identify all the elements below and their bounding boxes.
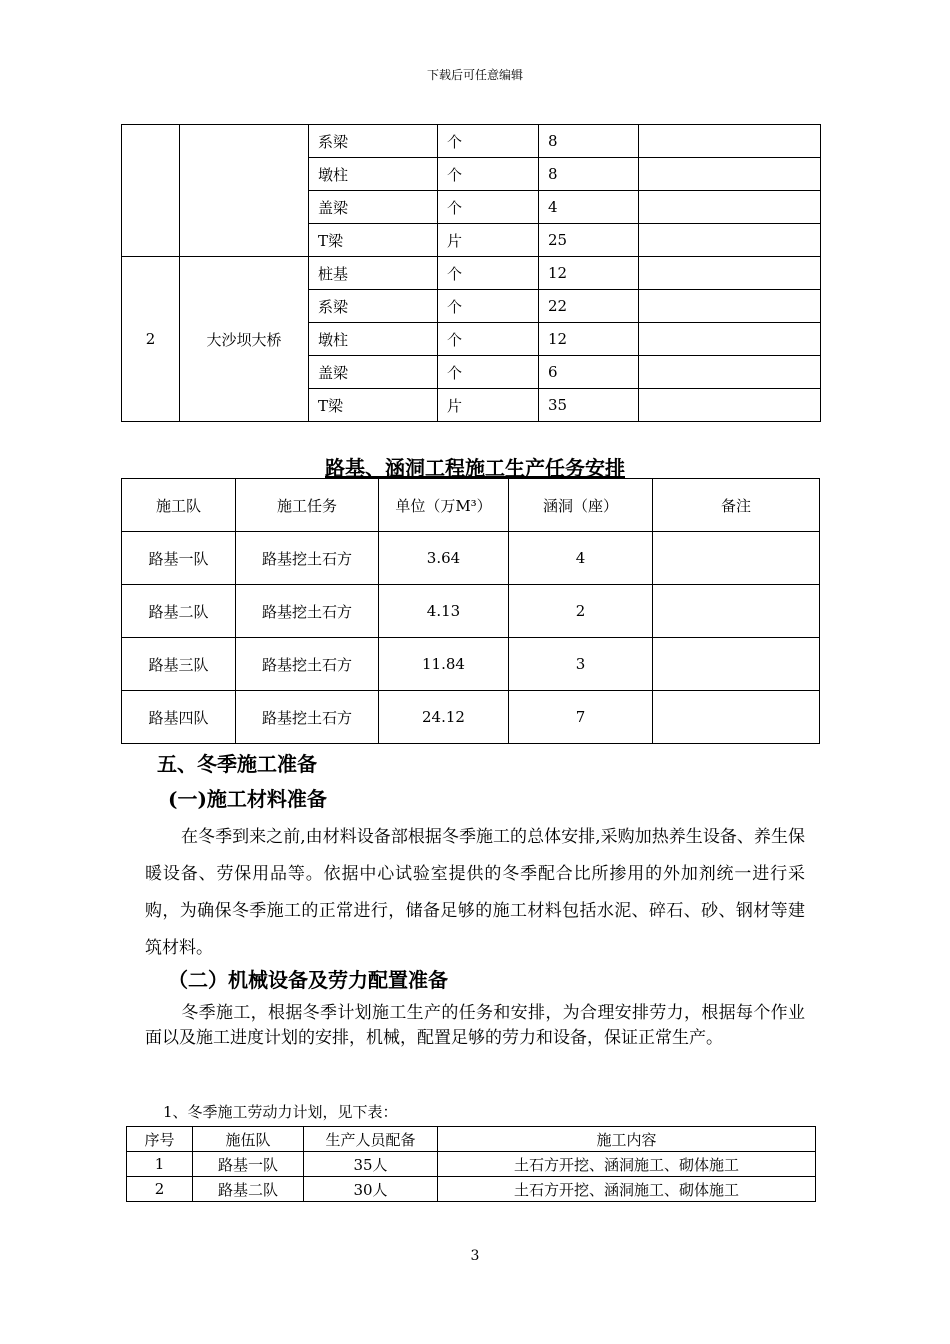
task-cell: 路基挖土石方	[236, 585, 379, 638]
qty-cell: 8	[539, 125, 639, 158]
materials-subheading: (一)施工材料准备	[168, 787, 327, 811]
culvert-cell: 4	[509, 532, 653, 585]
table-row	[122, 532, 820, 585]
roadbed-table-title: 路基、涵洞工程施工生产任务安排	[325, 456, 625, 480]
materials-text: 在冬季到来之前,由材料设备部根据冬季施工的总体安排,采购加热养生设备、养生保暖设备、劳保用品等。依据中心试验室提供的冬季配合比所掺用的外加剂统一进行采购，为确保冬季施工的正常进行，储备足够的施工材料包括水泥、碎石、砂、钢材等建筑材料。	[145, 827, 805, 958]
qty-cell: 8	[539, 158, 639, 191]
note-cell	[653, 532, 820, 585]
note-cell	[653, 585, 820, 638]
qty-cell: 12	[539, 323, 639, 356]
bridge-quantity-table	[121, 124, 821, 422]
staff-cell: 30人	[304, 1177, 438, 1202]
qty-cell: 35	[539, 389, 639, 422]
no-cell: 1	[127, 1152, 193, 1177]
table-row	[122, 638, 820, 691]
team-cell: 路基三队	[122, 638, 236, 691]
materials-paragraph	[145, 819, 805, 967]
labor-plan-caption: 1、冬季施工劳动力计划，见下表：	[163, 1103, 398, 1121]
volume-cell: 3.64	[379, 532, 509, 585]
group2-name-cell: 大沙坝大桥	[180, 257, 309, 422]
header-cell: 施伍队	[193, 1127, 304, 1152]
header-cell: 施工任务	[236, 479, 379, 532]
qty-cell: 4	[539, 191, 639, 224]
labor-plan-table	[126, 1126, 816, 1202]
unit-cell: 片	[438, 389, 539, 422]
unit-cell: 个	[438, 158, 539, 191]
table-row	[122, 257, 821, 290]
unit-cell: 个	[438, 191, 539, 224]
note-cell	[639, 290, 821, 323]
note-cell	[639, 323, 821, 356]
team-cell: 路基一队	[193, 1152, 304, 1177]
item-cell: 系梁	[309, 290, 438, 323]
unit-cell: 个	[438, 257, 539, 290]
item-cell: T梁	[309, 224, 438, 257]
header-cell: 涵洞（座）	[509, 479, 653, 532]
table-header-row	[127, 1127, 816, 1152]
qty-cell: 25	[539, 224, 639, 257]
item-cell: 桩基	[309, 257, 438, 290]
table-row	[122, 585, 820, 638]
header-cell: 序号	[127, 1127, 193, 1152]
culvert-cell: 2	[509, 585, 653, 638]
note-cell	[639, 224, 821, 257]
item-cell: 盖梁	[309, 356, 438, 389]
culvert-cell: 3	[509, 638, 653, 691]
note-cell	[639, 158, 821, 191]
unit-cell: 个	[438, 125, 539, 158]
machinery-labor-paragraph	[145, 1001, 805, 1051]
note-cell	[653, 691, 820, 744]
table-row	[127, 1152, 816, 1177]
machinery-labor-text: 冬季施工，根据冬季计划施工生产的任务和安排，为合理安排劳力，根据每个作业面以及施工进度计划的安排，机械，配置足够的劳力和设备，保证正常生产。	[145, 1003, 805, 1048]
item-cell: 墩柱	[309, 323, 438, 356]
item-cell: T梁	[309, 389, 438, 422]
task-cell: 路基挖土石方	[236, 532, 379, 585]
table-row	[122, 125, 821, 158]
work-cell: 土石方开挖、涵洞施工、砌体施工	[438, 1152, 816, 1177]
section5-heading: 五、冬季施工准备	[157, 752, 317, 776]
note-cell	[653, 638, 820, 691]
table-row	[122, 691, 820, 744]
page-header: 下载后可任意编辑	[426, 68, 523, 82]
table-row	[127, 1177, 816, 1202]
qty-cell: 6	[539, 356, 639, 389]
roadbed-task-table	[121, 478, 820, 744]
header-cell: 备注	[653, 479, 820, 532]
volume-cell: 11.84	[379, 638, 509, 691]
task-cell: 路基挖土石方	[236, 691, 379, 744]
no-cell: 2	[127, 1177, 193, 1202]
unit-cell: 个	[438, 356, 539, 389]
team-cell: 路基一队	[122, 532, 236, 585]
work-cell: 土石方开挖、涵洞施工、砌体施工	[438, 1177, 816, 1202]
note-cell	[639, 191, 821, 224]
note-cell	[639, 389, 821, 422]
volume-cell: 24.12	[379, 691, 509, 744]
task-cell: 路基挖土石方	[236, 638, 379, 691]
item-cell: 墩柱	[309, 158, 438, 191]
header-cell: 施工内容	[438, 1127, 816, 1152]
culvert-cell: 7	[509, 691, 653, 744]
team-cell: 路基二队	[193, 1177, 304, 1202]
item-cell: 盖梁	[309, 191, 438, 224]
page-number: 3	[470, 1248, 480, 1264]
note-cell	[639, 356, 821, 389]
header-cell: 单位（万M³）	[379, 479, 509, 532]
unit-cell: 个	[438, 323, 539, 356]
table-header-row	[122, 479, 820, 532]
header-cell: 施工队	[122, 479, 236, 532]
machinery-labor-subheading: （二）机械设备及劳力配置准备	[168, 968, 448, 992]
unit-cell: 个	[438, 290, 539, 323]
group2-rows	[122, 257, 821, 422]
note-cell	[639, 125, 821, 158]
group1-rows	[122, 125, 821, 257]
group1-name-cell	[180, 125, 309, 257]
header-cell: 生产人员配备	[304, 1127, 438, 1152]
qty-cell: 12	[539, 257, 639, 290]
unit-cell: 片	[438, 224, 539, 257]
qty-cell: 22	[539, 290, 639, 323]
volume-cell: 4.13	[379, 585, 509, 638]
team-cell: 路基四队	[122, 691, 236, 744]
item-cell: 系梁	[309, 125, 438, 158]
group1-no-cell	[122, 125, 180, 257]
group2-no-cell: 2	[122, 257, 180, 422]
team-cell: 路基二队	[122, 585, 236, 638]
note-cell	[639, 257, 821, 290]
staff-cell: 35人	[304, 1152, 438, 1177]
